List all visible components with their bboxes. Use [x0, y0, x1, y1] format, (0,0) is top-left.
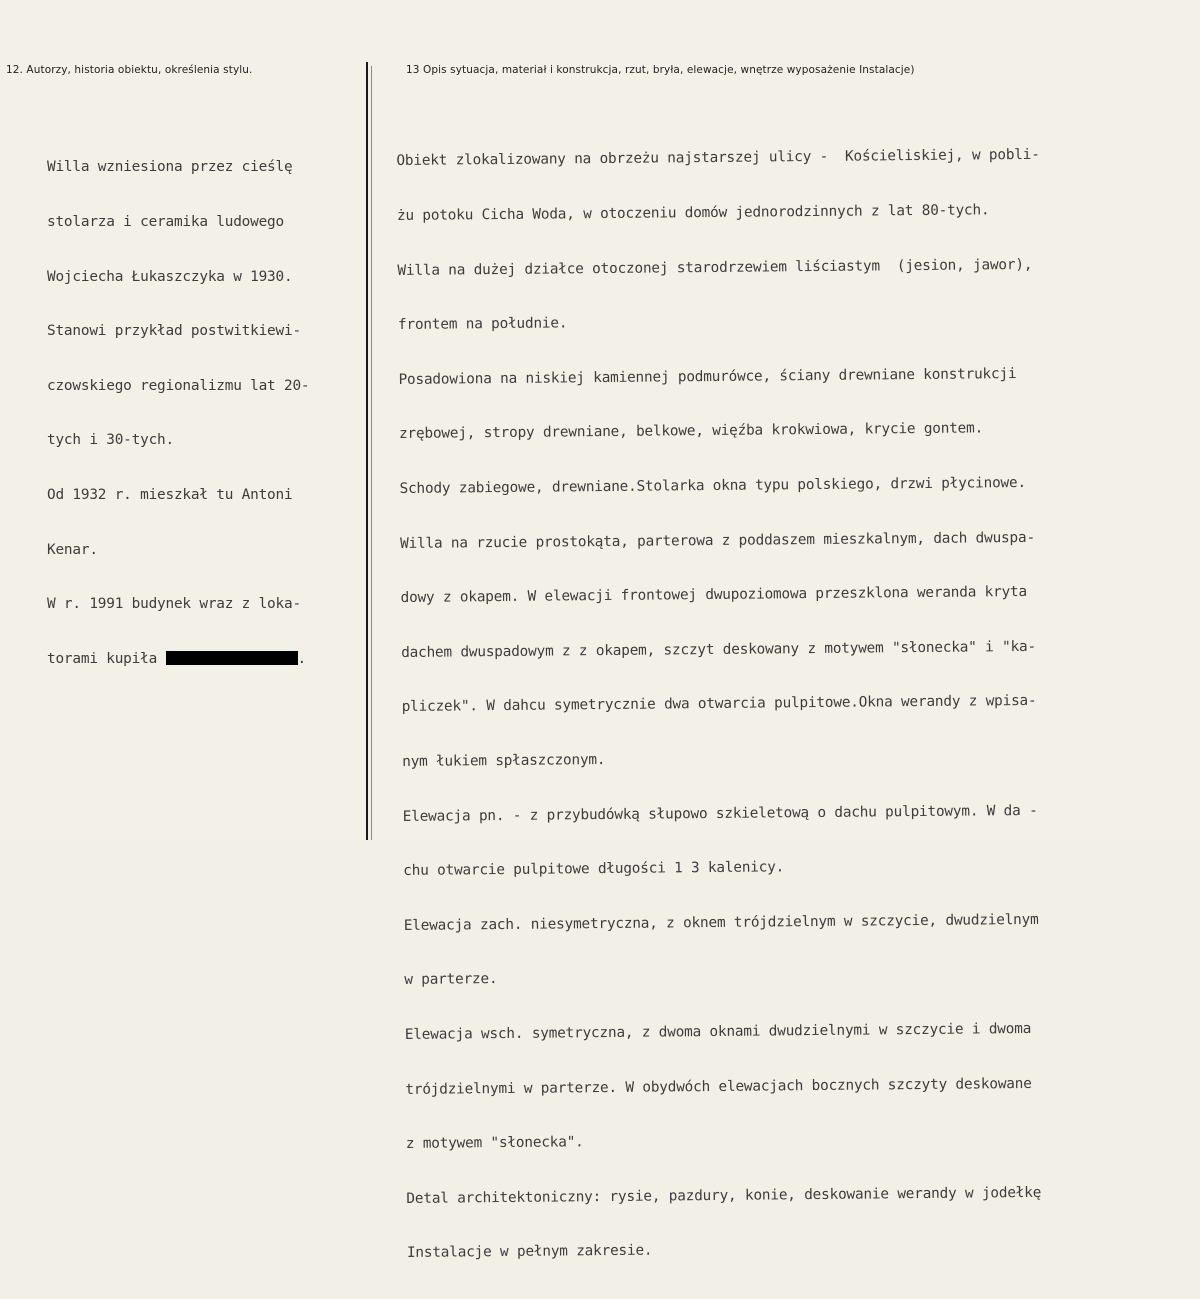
column-divider-inner [371, 66, 372, 840]
text-line: żu potoku Cicha Woda, w otoczeniu domów jednorodzinnych z lat 80-tych. [396, 202, 990, 224]
text-line: czowskiego regionalizmu lat 20- [47, 377, 310, 394]
text-line: stolarza i ceramika ludowego [47, 214, 284, 230]
text-line: Obiekt zlokalizowany na obrzeżu najstarszej ulicy - Kościeliskiej, w pobli- [396, 147, 1040, 170]
text-line: Willa na dużej działce otoczonej starodrzewiem liściastym (jesion, jawor), [397, 256, 1033, 279]
text-fragment: torami kupiła [47, 650, 166, 667]
text-line: Kenar. [47, 541, 98, 558]
column-divider [366, 62, 368, 840]
description-text [396, 110, 1051, 1299]
text-line: trójdzielnymi w parterze. W obydwóch elewacjach bocznych szczyty deskowane [405, 1075, 1032, 1098]
redaction-bar [166, 651, 298, 665]
text-line: Detal architektoniczny: rysie, pazdury, konie, deskowanie werandy w jodełkę [406, 1184, 1042, 1207]
text-line: Elewacja zach. niesymetryczna, z oknem trójdzielnym w szczycie, dwudzielnym [403, 911, 1039, 934]
text-line: nym łukiem spłaszczonym. [402, 751, 606, 770]
text-line: pliczek". W dahcu symetrycznie dwa otwarcia pulpitowe.Okna werandy z wpisa- [401, 693, 1037, 716]
section-12-header: 12. Autorzy, historia obiektu, określenia stylu. [6, 64, 253, 76]
text-line: zrębowej, stropy drewniane, belkowe, więźba krokwiowa, krycie gontem. [398, 420, 984, 443]
text-fragment: . [297, 650, 306, 667]
text-line: Willa na rzucie prostokąta, parterowa z poddaszem mieszkalnym, dach dwuspa- [400, 529, 1035, 552]
text-line: dowy z okapem. W elewacji frontowej dwupoziomowa przeszklona weranda kryta [400, 584, 1028, 607]
text-line: Posadowiona na niskiej kamiennej podmurówce, ściany drewniane konstrukcji [398, 365, 1017, 388]
text-line: z motywem "słonecka". [405, 1134, 584, 1153]
text-line: Willa wzniesiona przez cieślę [47, 159, 293, 176]
text-line: dachem dwuspadowym z z okapem, szczyt deskowany z motywem "słonecka" i "ka- [401, 638, 1036, 661]
text-line: chu otwarcie pulpitowe długości 1 3 kalenicy. [403, 859, 785, 880]
text-line: tych i 30-tych. [47, 432, 174, 449]
text-line: Od 1932 r. mieszkał tu Antoni [47, 486, 293, 503]
text-line: Elewacja wsch. symetryczna, z dwoma oknami dwudzielnymi w szczycie i dwoma [404, 1020, 1032, 1043]
text-line-with-redaction [47, 650, 309, 668]
authors-history-text [47, 122, 309, 704]
section-13-header: 13 Opis sytuacja, materiał i konstrukcja, rzut, bryła, elewacje, wnętrze wyposażenie Instalacje) [406, 64, 915, 76]
text-line: W r. 1991 budynek wraz z loka- [47, 596, 301, 613]
text-line: Instalacje w pełnym zakresie. [406, 1242, 653, 1262]
text-line: Stanowi przykład postwitkiewi- [47, 323, 301, 340]
text-line: Schody zabiegowe, drewniane.Stolarka okna typu polskiego, drzwi płycinowe. [399, 474, 1026, 497]
text-line: frontem na południe. [397, 315, 568, 334]
text-line: Wojciecha Łukaszczyka w 1930. [47, 268, 293, 285]
text-line: Elewacja pn. - z przybudówką słupowo szkieletową o dachu pulpitowym. W da - [402, 802, 1038, 825]
text-line: w parterze. [404, 971, 498, 989]
